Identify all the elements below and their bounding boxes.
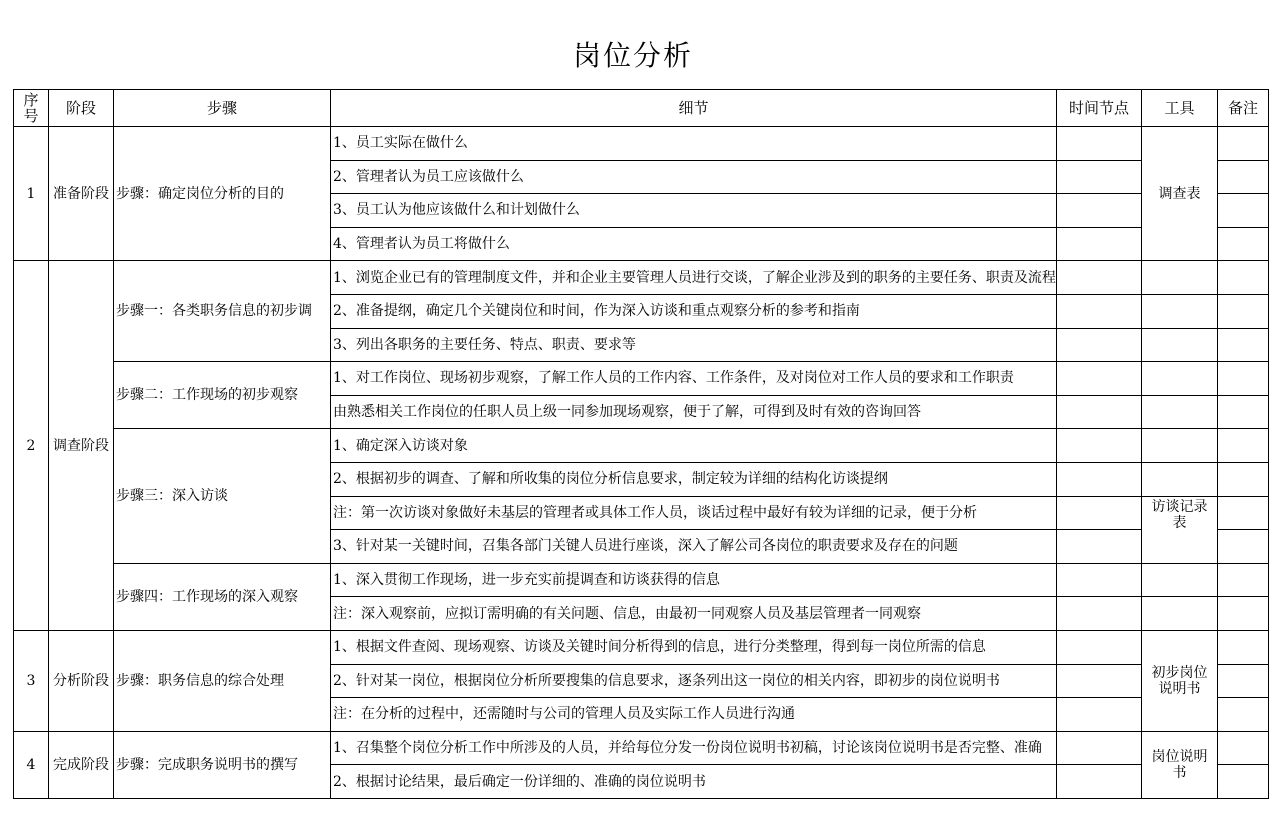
note-cell[interactable] xyxy=(1218,698,1269,732)
header-row xyxy=(14,90,1269,127)
note-cell[interactable] xyxy=(1218,664,1269,698)
seq-cell: 4 xyxy=(14,731,49,798)
detail-cell: 1、召集整个岗位分析工作中所涉及的人员，并给每位分发一份岗位说明书初稿，讨论该岗位说明书是否完整、准确 xyxy=(331,731,1057,765)
note-cell[interactable] xyxy=(1218,395,1269,429)
time-cell[interactable] xyxy=(1057,698,1142,732)
detail-cell: 3、针对某一关键时间，召集各部门关键人员进行座谈，深入了解公司各岗位的职责要求及存在的问题 xyxy=(331,530,1057,564)
detail-cell: 2、管理者认为员工应该做什么 xyxy=(331,160,1057,194)
note-cell[interactable] xyxy=(1218,462,1269,496)
time-cell[interactable] xyxy=(1057,462,1142,496)
table-row xyxy=(14,261,1269,295)
phase-cell: 分析阶段 xyxy=(49,630,114,731)
detail-cell: 1、确定深入访谈对象 xyxy=(331,429,1057,463)
time-cell[interactable] xyxy=(1057,294,1142,328)
step-cell: 步骤四：工作现场的深入观察 xyxy=(114,563,331,630)
detail-cell: 1、对工作岗位、现场初步观察，了解工作人员的工作内容、工作条件，及对岗位对工作人员的要求和工作职责 xyxy=(331,362,1057,396)
time-cell[interactable] xyxy=(1057,362,1142,396)
table-row xyxy=(14,429,1269,463)
detail-cell: 2、针对某一岗位，根据岗位分析所要搜集的信息要求，逐条列出这一岗位的相关内容，即初步的岗位说明书 xyxy=(331,664,1057,698)
table-row xyxy=(14,731,1269,765)
detail-cell: 1、深入贯彻工作现场，进一步充实前提调查和访谈获得的信息 xyxy=(331,563,1057,597)
header-tool: 工具 xyxy=(1142,90,1218,127)
time-cell[interactable] xyxy=(1057,395,1142,429)
note-cell[interactable] xyxy=(1218,731,1269,765)
detail-cell: 4、管理者认为员工将做什么 xyxy=(331,227,1057,261)
step-cell: 步骤：职务信息的综合处理 xyxy=(114,630,331,731)
header-seq: 序号 xyxy=(14,90,49,127)
note-cell[interactable] xyxy=(1218,496,1269,530)
detail-cell: 1、根据文件查阅、现场观察、访谈及关键时间分析得到的信息，进行分类整理，得到每一岗位所需的信息 xyxy=(331,630,1057,664)
detail-cell: 3、列出各职务的主要任务、特点、职责、要求等 xyxy=(331,328,1057,362)
detail-cell: 注：深入观察前，应拟订需明确的有关问题、信息，由最初一同观察人员及基层管理者一同观察 xyxy=(331,597,1057,631)
detail-cell: 1、浏览企业已有的管理制度文件，并和企业主要管理人员进行交谈，了解企业涉及到的职务的主要任务、职责及流程 xyxy=(331,261,1057,295)
table-row xyxy=(14,563,1269,597)
note-cell[interactable] xyxy=(1218,160,1269,194)
detail-cell: 2、根据初步的调查、了解和所收集的岗位分析信息要求，制定较为详细的结构化访谈提纲 xyxy=(331,462,1057,496)
note-cell[interactable] xyxy=(1218,127,1269,161)
note-cell[interactable] xyxy=(1218,630,1269,664)
header-phase: 阶段 xyxy=(49,90,114,127)
detail-cell: 1、员工实际在做什么 xyxy=(331,127,1057,161)
tool-cell[interactable] xyxy=(1142,362,1218,396)
detail-cell: 2、准备提纲，确定几个关键岗位和时间，作为深入访谈和重点观察分析的参考和指南 xyxy=(331,294,1057,328)
header-note: 备注 xyxy=(1218,90,1269,127)
time-cell[interactable] xyxy=(1057,127,1142,161)
note-cell[interactable] xyxy=(1218,530,1269,564)
phase-cell: 调查阶段 xyxy=(49,261,114,631)
step-cell: 步骤：完成职务说明书的撰写 xyxy=(114,731,331,798)
phase-cell: 完成阶段 xyxy=(49,731,114,798)
tool-cell: 岗位说明书 xyxy=(1142,731,1218,798)
time-cell[interactable] xyxy=(1057,160,1142,194)
step-cell: 步骤：确定岗位分析的目的 xyxy=(114,127,331,261)
note-cell[interactable] xyxy=(1218,429,1269,463)
detail-cell: 注：在分析的过程中，还需随时与公司的管理人员及实际工作人员进行沟通 xyxy=(331,698,1057,732)
note-cell[interactable] xyxy=(1218,563,1269,597)
tool-cell[interactable] xyxy=(1142,597,1218,631)
time-cell[interactable] xyxy=(1057,496,1142,530)
step-cell: 步骤一：各类职务信息的初步调 xyxy=(114,261,331,362)
seq-cell: 3 xyxy=(14,630,49,731)
time-cell[interactable] xyxy=(1057,597,1142,631)
time-cell[interactable] xyxy=(1057,227,1142,261)
tool-cell: 调查表 xyxy=(1142,127,1218,261)
time-cell[interactable] xyxy=(1057,630,1142,664)
phase-cell: 准备阶段 xyxy=(49,127,114,261)
note-cell[interactable] xyxy=(1218,261,1269,295)
header-step: 步骤 xyxy=(114,90,331,127)
time-cell[interactable] xyxy=(1057,563,1142,597)
job-analysis-table xyxy=(13,89,1269,799)
time-cell[interactable] xyxy=(1057,429,1142,463)
seq-cell: 2 xyxy=(14,261,49,631)
seq-cell: 1 xyxy=(14,127,49,261)
note-cell[interactable] xyxy=(1218,294,1269,328)
detail-cell: 注：第一次访谈对象做好未基层的管理者或具体工作人员，谈话过程中最好有较为详细的记录，便于分析 xyxy=(331,496,1057,530)
detail-cell: 2、根据讨论结果，最后确定一份详细的、准确的岗位说明书 xyxy=(331,765,1057,799)
tool-cell[interactable] xyxy=(1142,294,1218,328)
note-cell[interactable] xyxy=(1218,227,1269,261)
time-cell[interactable] xyxy=(1057,194,1142,228)
tool-cell[interactable] xyxy=(1142,395,1218,429)
time-cell[interactable] xyxy=(1057,261,1142,295)
tool-cell: 初步岗位说明书 xyxy=(1142,630,1218,731)
header-time: 时间节点 xyxy=(1057,90,1142,127)
detail-cell: 3、员工认为他应该做什么和计划做什么 xyxy=(331,194,1057,228)
time-cell[interactable] xyxy=(1057,731,1142,765)
note-cell[interactable] xyxy=(1218,362,1269,396)
tool-cell: 访谈记录表 xyxy=(1142,496,1218,563)
table-row xyxy=(14,630,1269,664)
step-cell: 步骤二：工作现场的初步观察 xyxy=(114,362,331,429)
page-title: 岗位分析 xyxy=(572,39,693,72)
step-cell: 步骤三：深入访谈 xyxy=(114,429,331,563)
time-cell[interactable] xyxy=(1057,765,1142,799)
detail-cell: 由熟悉相关工作岗位的任职人员上级一同参加现场观察，便于了解，可得到及时有效的咨询回答 xyxy=(331,395,1057,429)
tool-cell[interactable] xyxy=(1142,328,1218,362)
tool-cell[interactable] xyxy=(1142,429,1218,463)
header-detail: 细节 xyxy=(331,90,1057,127)
time-cell[interactable] xyxy=(1057,664,1142,698)
note-cell[interactable] xyxy=(1218,765,1269,799)
tool-cell[interactable] xyxy=(1142,261,1218,295)
note-cell[interactable] xyxy=(1218,597,1269,631)
tool-cell[interactable] xyxy=(1142,462,1218,496)
note-cell[interactable] xyxy=(1218,194,1269,228)
tool-cell[interactable] xyxy=(1142,563,1218,597)
time-cell[interactable] xyxy=(1057,530,1142,564)
time-cell[interactable] xyxy=(1057,328,1142,362)
table-row xyxy=(14,127,1269,161)
table-row xyxy=(14,362,1269,396)
note-cell[interactable] xyxy=(1218,328,1269,362)
